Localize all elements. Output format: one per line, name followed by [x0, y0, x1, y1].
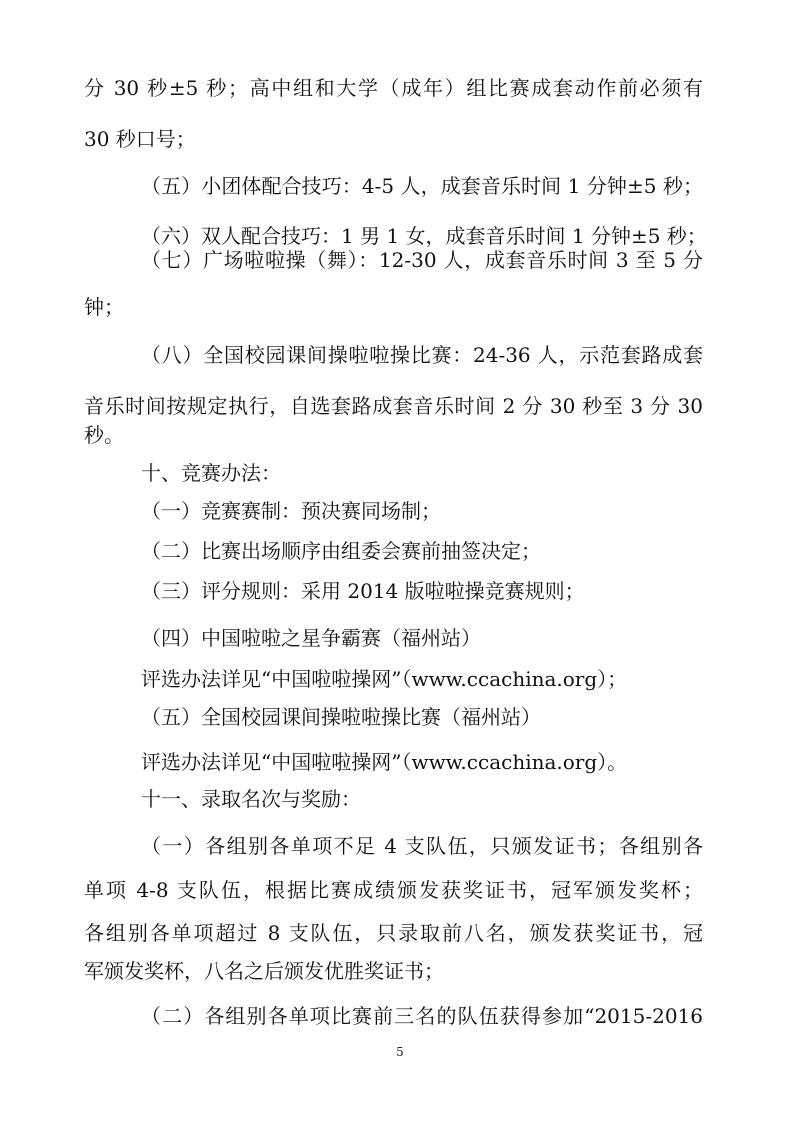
text-line: 秒。 [84, 423, 124, 447]
text-line: （五）全国校园课间操啦啦操比赛（福州站） [141, 705, 541, 729]
text-line: （六）双人配合技巧：1 男 1 女，成套音乐时间 1 分钟±5 秒； [141, 224, 707, 248]
text-line: （八）全国校园课间操啦啦操比赛：24-36 人，示范套路成套 [141, 343, 703, 367]
text-line: （二）比赛出场顺序由组委会赛前抽签决定； [141, 539, 541, 563]
text-line: （一）竞赛赛制：预决赛同场制； [141, 499, 441, 523]
text-line: （五）小团体配合技巧：4-5 人，成套音乐时间 1 分钟±5 秒； [141, 174, 703, 198]
text-line: （一）各组别各单项不足 4 支队伍，只颁发证书；各组别各 [141, 834, 703, 858]
text-line: 分 30 秒±5 秒；高中组和大学（成年）组比赛成套动作前必须有 [84, 76, 703, 100]
section-heading: 十一、录取名次与奖励： [141, 787, 361, 811]
text-line: （三）评分规则：采用 2014 版啦啦操竞赛规则； [141, 579, 585, 603]
text-line: 音乐时间按规定执行，自选套路成套音乐时间 2 分 30 秒至 3 分 30 [84, 394, 703, 418]
text-line: （四）中国啦啦之星争霸赛（福州站） [141, 626, 481, 650]
text-line: 钟； [84, 295, 124, 319]
text-line: 评选办法详见“中国啦啦操网”（www.ccachina.org）； [141, 667, 628, 691]
text-line: 评选办法详见“中国啦啦操网”（www.ccachina.org）。 [141, 750, 628, 774]
text-line: （七）广场啦啦操（舞）：12-30 人，成套音乐时间 3 至 5 分 [141, 248, 703, 272]
text-line: （二）各组别各单项比赛前三名的队伍获得参加“2015-2016 [141, 1004, 703, 1028]
page-number: 5 [396, 1045, 404, 1059]
text-line: 各组别各单项超过 8 支队伍，只录取前八名，颁发获奖证书，冠 [84, 921, 703, 945]
text-line: 30 秒口号； [84, 127, 196, 151]
section-heading: 十、竞赛办法： [141, 461, 281, 485]
text-line: 军颁发奖杯，八名之后颁发优胜奖证书； [84, 959, 444, 983]
text-line: 单项 4-8 支队伍，根据比赛成绩颁发获奖证书，冠军颁发奖杯； [84, 878, 703, 902]
